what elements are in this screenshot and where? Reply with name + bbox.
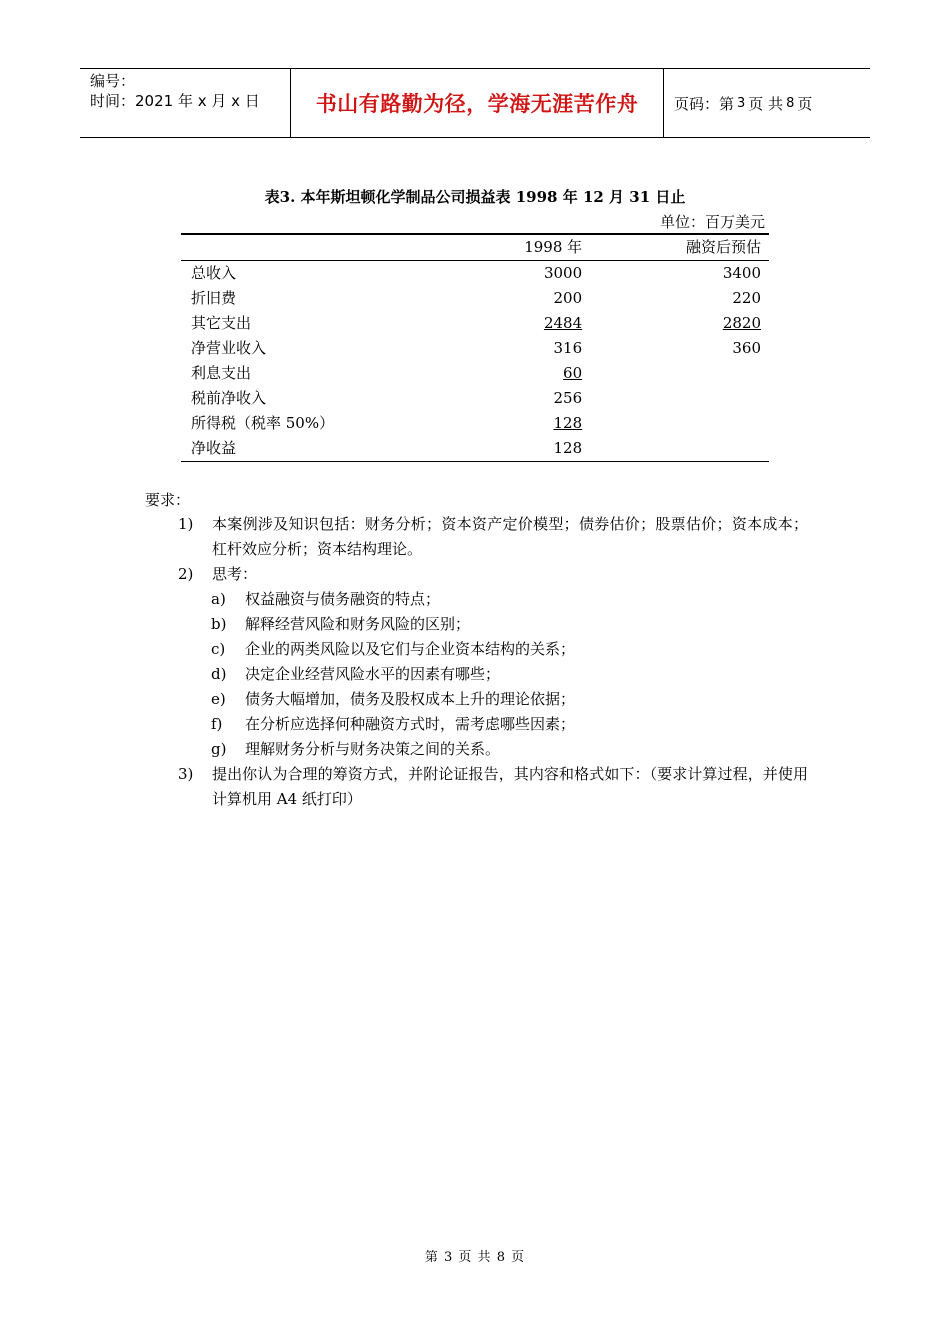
page-suffix: 页: [797, 94, 813, 113]
column-header-item: [181, 234, 407, 261]
value-projected: [582, 361, 769, 386]
row-label-text: 利息支出: [191, 364, 252, 382]
value-1998-text: 256: [553, 389, 583, 407]
list-item: [178, 762, 808, 812]
sublist-item: [211, 737, 808, 762]
value-projected-text: 220: [732, 289, 761, 307]
row-label: [181, 361, 407, 386]
row-label: [181, 261, 407, 287]
list-item: [178, 562, 808, 587]
value-projected: [582, 311, 769, 336]
value-1998: [407, 361, 582, 386]
row-label-text: 总收入: [191, 264, 237, 282]
list-text: 本案例涉及知识包括：财务分析；资本资产定价模型；债券估价；股票估价；资本成本；杠杆效应分析；资本结构理论。: [212, 515, 808, 558]
value-1998-text: 128: [553, 414, 583, 432]
header-page-indicator: [664, 69, 870, 137]
value-1998: [407, 311, 582, 336]
sublist-text: 解释经营风险和财务风险的区别；: [245, 615, 471, 633]
value-1998-text: 200: [553, 289, 583, 307]
sublist-marker: f): [211, 715, 223, 733]
value-projected: [582, 261, 769, 287]
row-label-text: 折旧费: [191, 289, 237, 307]
table-row: [181, 386, 769, 411]
value-1998: [407, 411, 582, 436]
value-1998-text: 60: [563, 364, 583, 382]
sublist-marker: d): [211, 665, 227, 683]
sublist-text: 权益融资与债务融资的特点；: [245, 590, 441, 608]
table-row: [181, 261, 769, 287]
sublist-text: 理解财务分析与财务决策之间的关系。: [245, 740, 501, 758]
table-row: [181, 436, 769, 462]
row-label-text: 其它支出: [191, 314, 252, 332]
page-current: 3: [737, 95, 746, 111]
sublist-marker: g): [211, 740, 227, 758]
sublist-text: 企业的两类风险以及它们与企业资本结构的关系；: [245, 640, 576, 658]
table-unit: 单位：百万美元: [659, 213, 765, 231]
value-1998: [407, 261, 582, 287]
row-label: [181, 336, 407, 361]
sublist-marker: b): [211, 615, 227, 633]
value-1998: [407, 336, 582, 361]
row-label: [181, 286, 407, 311]
row-label-text: 净收益: [191, 439, 237, 457]
value-projected: [582, 286, 769, 311]
row-label-text: 税前净收入: [191, 389, 267, 407]
header-meta: [80, 69, 291, 137]
table-header-row: [181, 234, 769, 261]
table-row: [181, 411, 769, 436]
value-projected-text: 360: [732, 339, 761, 357]
header-motto: 书山有路勤为径，学海无涯苦作舟: [291, 69, 664, 137]
value-1998: [407, 286, 582, 311]
number-label: 编号：: [90, 72, 136, 90]
thinking-sublist: [211, 587, 808, 762]
table-row: [181, 336, 769, 361]
page-total: 8: [786, 95, 795, 111]
list-item: [178, 512, 808, 562]
value-1998-text: 128: [553, 439, 583, 457]
value-1998-text: 3000: [543, 264, 583, 282]
value-1998-text: 2484: [543, 314, 583, 332]
sublist-item: [211, 687, 808, 712]
value-1998: [407, 386, 582, 411]
column-header-1998: 1998 年: [524, 238, 583, 256]
page-footer: 第 3 页 共 8 页: [424, 1250, 526, 1265]
requirements-list: [178, 512, 808, 812]
list-marker: 2): [178, 565, 194, 583]
sublist-item: [211, 662, 808, 687]
page-header: [80, 68, 870, 138]
value-1998: [407, 436, 582, 462]
time-label: 时间：2021 年 x 月 x 日: [90, 92, 260, 110]
table-row: [181, 361, 769, 386]
requirements-heading: 要求：: [145, 491, 191, 509]
sublist-text: 债务大幅增加，债务及股权成本上升的理论依据；: [245, 690, 576, 708]
sublist-text: 决定企业经营风险水平的因素有哪些；: [245, 665, 501, 683]
value-projected: [582, 436, 769, 462]
row-label: [181, 386, 407, 411]
column-header-projected: 融资后预估: [685, 238, 761, 256]
sublist-marker: e): [211, 690, 226, 708]
sublist-item: [211, 637, 808, 662]
value-projected: [582, 336, 769, 361]
row-label: [181, 411, 407, 436]
table-row: [181, 286, 769, 311]
page-mid: 页 共: [748, 94, 784, 113]
income-statement-table: [181, 233, 769, 462]
value-projected-text: 3400: [722, 264, 761, 282]
value-projected: [582, 386, 769, 411]
page-prefix: 页码：第: [674, 94, 735, 113]
sublist-text: 在分析应选择何种融资方式时，需考虑哪些因素；: [245, 715, 576, 733]
sublist-marker: c): [211, 640, 226, 658]
value-projected-text: 2820: [722, 314, 761, 332]
row-label: [181, 311, 407, 336]
table-body: [181, 261, 769, 462]
row-label-text: 净营业收入: [191, 339, 267, 357]
row-label-text: 所得税（税率 50%）: [191, 414, 335, 432]
table-title: 表3. 本年斯坦顿化学制品公司损益表 1998 年 12 月 31 日止: [264, 188, 686, 206]
list-marker: 3): [178, 765, 194, 783]
list-marker: 1): [178, 515, 194, 533]
value-projected: [582, 411, 769, 436]
sublist-item: [211, 612, 808, 637]
list-text: 提出你认为合理的筹资方式，并附论证报告，其内容和格式如下：（要求计算过程，并使用计算机用 A4 纸打印）: [212, 765, 808, 808]
list-text: 思考：: [212, 565, 258, 583]
row-label: [181, 436, 407, 462]
table-row: [181, 311, 769, 336]
value-1998-text: 316: [553, 339, 583, 357]
sublist-marker: a): [211, 590, 226, 608]
sublist-item: [211, 587, 808, 612]
sublist-item: [211, 712, 808, 737]
